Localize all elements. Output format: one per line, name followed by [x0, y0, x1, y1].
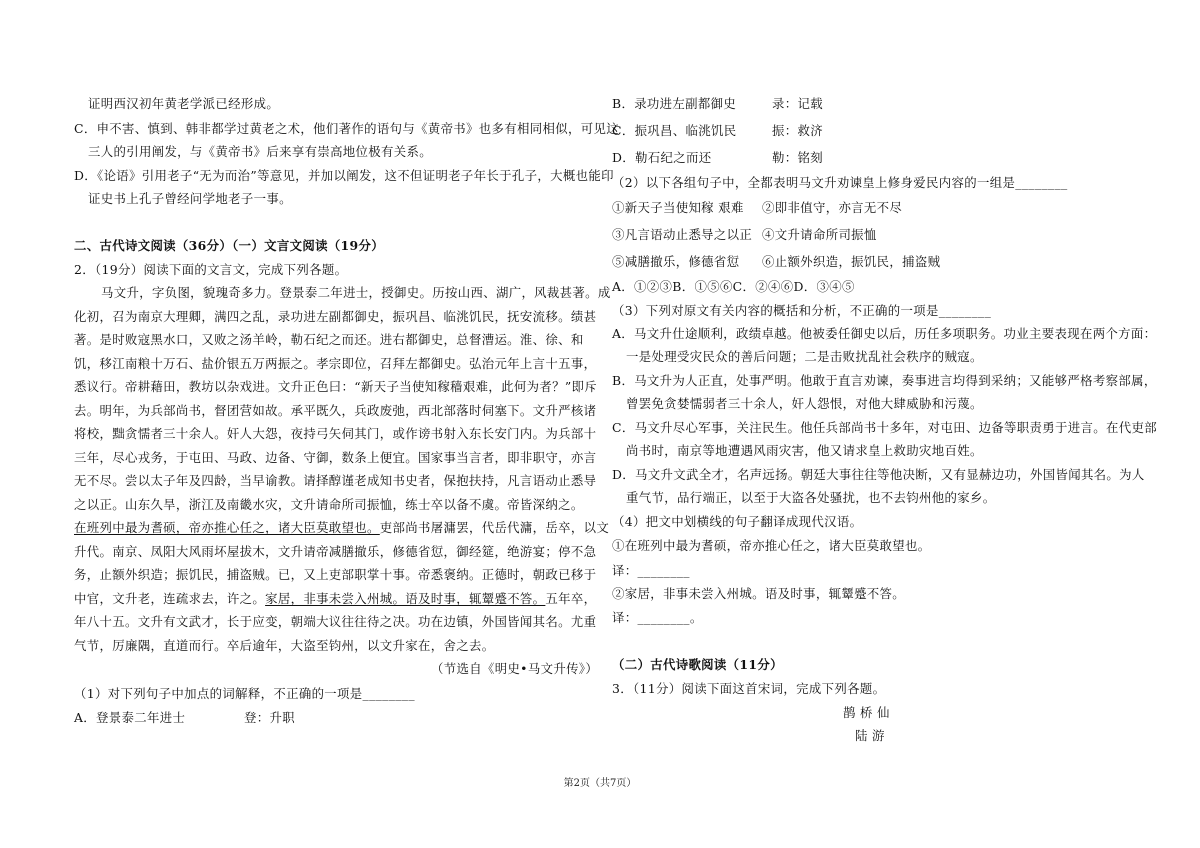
answer-blank[interactable]: ________ [938, 303, 992, 318]
answer-blank[interactable]: ________ [362, 686, 415, 701]
option-b [612, 96, 823, 112]
translation-label: 译： [612, 563, 638, 578]
passage-line: 升代。南京、凤阳大风雨坏屋拔木，文升请帝减膳撤乐，修德省愆，御经筵，绝游宴；停不急 [74, 544, 597, 559]
option-d-sentence: D．勒石纪之而还 [612, 150, 712, 165]
question-2-1 [74, 686, 415, 702]
passage-line: 著。是时败寇黑水口，又败之汤羊岭，勒石纪之而还。进右都御史，总督漕运。淮、徐、和 [74, 332, 584, 347]
choice-4: ④文升请命所司振恤 [762, 227, 877, 242]
option-d: D．马文升文武全才，名声远扬。朝廷大事往往等他决断，又有显赫边功，外国皆闻其名。为人 [612, 467, 1145, 482]
question-2-2 [612, 175, 1068, 191]
option-c: C．马文升尽心军事，关注民生。他任兵部尚书十多年，对屯田、边备等职责勇于进言。在代吏部 [612, 420, 1157, 435]
translation-label: 译： [612, 610, 638, 625]
option-c-sentence: C．振巩昌、临洮饥民 [612, 123, 737, 138]
option-a-sentence: A．登景泰二年进士 [74, 710, 186, 725]
question-text: （2）以下各组句子中，全都表明马文升劝谏皇上修身爱民内容的一组是 [612, 175, 1016, 190]
option-a-explanation: 登：升职 [244, 710, 295, 725]
passage-line: 气节，厉廉隅，直道而行。卒后逾年，大盗至钧州，以文升家在，舍之去。 [74, 638, 495, 653]
passage-line: 去。明年，为兵部尚书，督团营如故。承平既久，兵政废弛，西北部落时伺塞下。文升严核诸 [74, 403, 597, 418]
option-d: D．《论语》引用老子“无为而治”等意见，并加以阐发，这不但证明老子年长于孔子，大概也能印 [74, 168, 614, 183]
punctuation: 。 [689, 610, 703, 625]
option-c: C．申不害、慎到、韩非都学过黄老之术，他们著作的语句与《黄帝书》也多有相同相似，可见这 [74, 121, 619, 136]
passage-line: 饥，移江南粮十万石、盐价银五万两振之。孝宗即位，召拜左都御史。弘治元年上言十五事， [74, 356, 597, 371]
passage-line: 无不尽。尝以太子年及四龄，当早谕教。请择醇谨老成知书史者，保抱扶持，凡言语动止悉导 [74, 473, 597, 488]
choice-6: ⑥止额外织造，振饥民，捕盗贼 [762, 254, 941, 269]
underlined-sentence-1: 在班列中最为耆硕，帝亦推心任之，诸大臣莫敢望也。 [74, 520, 380, 535]
passage-line: 三年，尽心戎务，于屯田、马政、边备、守御，数条上便宜。国家事当言者，即非职守，亦言 [74, 450, 597, 465]
page-footer: 第2页（共7页） [563, 778, 637, 789]
option-d [612, 150, 823, 166]
answer-blank[interactable]: ________ [1015, 175, 1068, 190]
option-b: B．马文升为人正直，处事严明。他敢于直言劝谏，奏事进言均得到采纳；又能够严格考察部属， [612, 373, 1157, 388]
choice-row [612, 227, 877, 243]
option-c-cont: 尚书时，南京等地遭遇风雨灾害，他又请求皇上救助灾地百姓。 [626, 443, 983, 458]
choice-row [612, 254, 940, 270]
underlined-sentence-2: 家居，非事未尝入州城。语及时事，辄颦蹙不答。 [265, 591, 546, 606]
translate-sentence-2: ②家居，非事未尝入州城。语及时事，辄颦蹙不答。 [612, 586, 906, 601]
passage-line: 年八十五。文升有文武才，长于应变，朝端大议往往待之决。功在边镇，外国皆闻其名。尤重 [74, 614, 597, 629]
passage-text: 中官，文升老，连疏求去，许之。 [74, 591, 266, 606]
passage-line: 悉议行。帝耕藉田，教坊以杂戏进。文升正色曰：“新天子当使知稼穑艰难，此何为者？”即斥 [74, 379, 597, 394]
question-text: （3）下列对原文有关内容的概括和分析，不正确的一项是 [612, 303, 939, 318]
option-a [74, 710, 295, 726]
passage-line [74, 520, 609, 536]
passage-text: 吏部尚书屠滽罢，代岳代滽，岳卒，以文 [379, 520, 610, 535]
translation-2 [612, 610, 703, 626]
option-c [612, 123, 823, 139]
passage-line: 马文升，字负图，貌瑰奇多力。登景泰二年进士，授御史。历按山西、湖广，风裁甚著。成 [101, 285, 611, 300]
passage-line: 务，止额外织造；振饥民，捕盗贼。已，又上吏部职掌十事。帝悉褒纳。正德时，朝政已移于 [74, 567, 597, 582]
question-2-stem: 2．（19分）阅读下面的文言文，完成下列各题。 [74, 262, 348, 277]
text-line: 三人的引用阐发，与《黄帝书》后来享有崇高地位极有关系。 [88, 144, 432, 159]
passage-line: 之以正。山东久旱，浙江及南畿水灾，文升请命所司振恤，练士卒以备不虞。帝皆深纳之。 [74, 497, 584, 512]
poem-title: 鹊 桥 仙 [843, 705, 890, 720]
source-citation: （节选自《明史•马文升传》） [431, 661, 599, 676]
poem-author: 陆 游 [855, 728, 885, 743]
option-b-sentence: B．录功进左副都御史 [612, 96, 737, 111]
choice-5: ⑤减膳撤乐，修德省愆 [612, 254, 740, 269]
option-b-explanation: 录：记载 [772, 96, 823, 111]
question-2-4: （4）把文中划横线的句子翻译成现代汉语。 [612, 514, 863, 529]
text-line: 证明西汉初年黄老学派已经形成。 [88, 96, 280, 111]
text-line: 证史书上孔子曾经问学地老子一事。 [88, 191, 292, 206]
option-d-cont: 重气节，品行端正，以至于大盗各处骚扰，也不去钧州他的家乡。 [626, 490, 996, 505]
choice-3: ③凡言语动止悉导之以正 [612, 227, 753, 242]
passage-line: 将校，黜贪懦者三十余人。奸人大怨，夜持弓矢伺其门，或作谤书射入东长安门内。为兵部十 [74, 426, 597, 441]
translation-1 [612, 563, 690, 579]
choice-1: ①新天子当使知稼 艰难 [612, 200, 744, 215]
question-2-3 [612, 303, 991, 319]
option-d-explanation: 勒：铭刻 [772, 150, 823, 165]
question-text: （1）对下列句子中加点的词解释，不正确的一项是 [74, 686, 363, 701]
option-b-cont: 曾罢免贪婪懦弱者三十余人，奸人怨恨，对他大肆威胁和污蔑。 [626, 396, 983, 411]
option-a: A．马文升仕途顺利，政绩卓越。他被委任御史以后，历任多项职务。功业主要表现在两个方面： [612, 326, 1157, 341]
option-c-explanation: 振：救济 [772, 123, 823, 138]
question-3-stem: 3．（11分）阅读下面这首宋词，完成下列各题。 [612, 681, 886, 696]
passage-line [74, 591, 596, 607]
option-a-cont: 一是处理受灾民众的善后问题；二是击败扰乱社会秩序的贼寇。 [626, 349, 983, 364]
choice-2: ②即非值守，亦言无不尽 [762, 200, 903, 215]
passage-line: 化初，召为南京大理卿，满四之乱，录功进左副都御史，振巩昌、临洮饥民，抚安流移。绩甚 [74, 309, 597, 324]
section-heading: 二、古代诗文阅读（36分）（一）文言文阅读（19分） [74, 238, 384, 253]
right-column [612, 0, 1157, 848]
choice-row [612, 200, 902, 216]
translate-sentence-1: ①在班列中最为耆硕，帝亦推心任之，诸大臣莫敢望也。 [612, 538, 931, 553]
section-heading: （二）古代诗歌阅读（11分） [612, 657, 783, 672]
answer-blank[interactable]: ________ [637, 563, 690, 578]
passage-text: 五年卒， [545, 591, 597, 606]
answer-blank[interactable]: ________ [637, 610, 690, 625]
answer-options: A．①②③B．①⑤⑥C．②④⑥D．③④⑤ [612, 279, 855, 294]
